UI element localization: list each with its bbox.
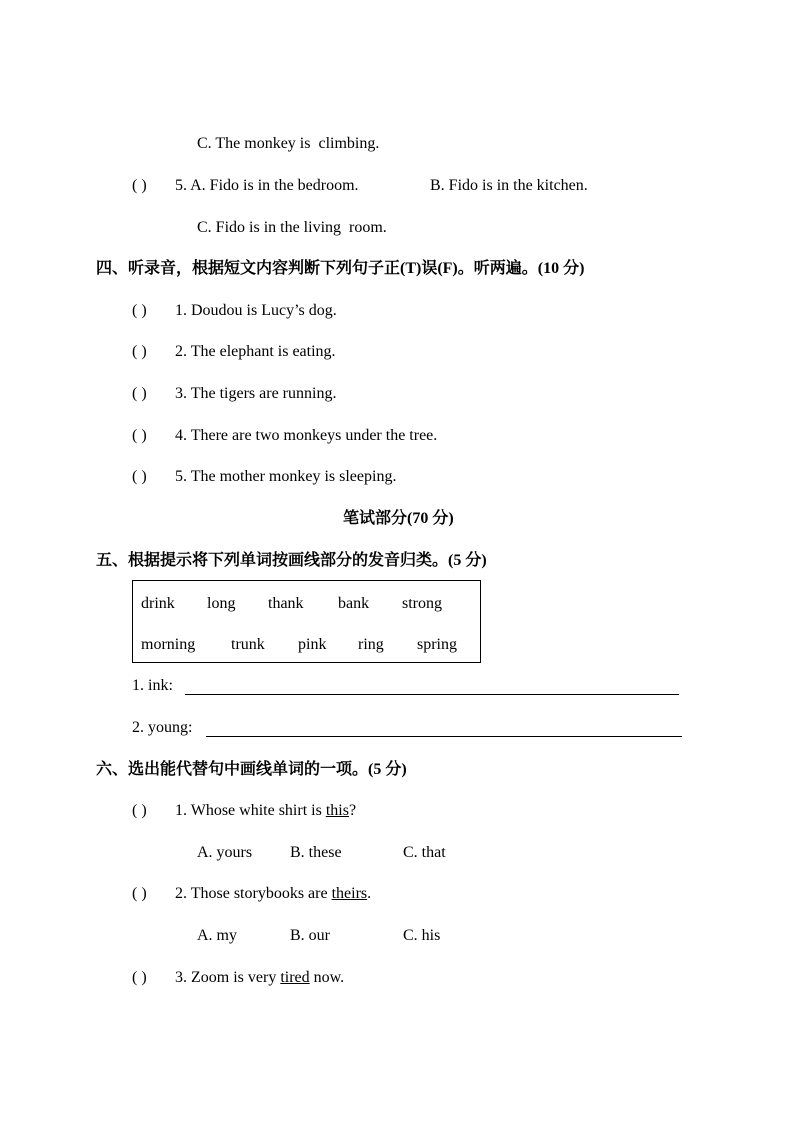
word: bank bbox=[338, 595, 370, 612]
underlined-word: theirs bbox=[331, 885, 368, 902]
section-heading-5: 五、根据提示将下列单词按画线部分的发音归类。(5 分) bbox=[96, 552, 487, 569]
question-end: . bbox=[367, 885, 372, 902]
word: morning bbox=[141, 636, 196, 653]
q1-option-c: C. that bbox=[403, 844, 446, 861]
answer-paren[interactable]: ( ) bbox=[132, 969, 147, 986]
answer-line-1[interactable] bbox=[185, 694, 679, 695]
section-heading-4: 四、听录音，根据短文内容判断下列句子正(T)误(F)。听两遍。(10 分) bbox=[96, 260, 585, 277]
answer-paren[interactable]: ( ) bbox=[132, 385, 147, 402]
question-text: 2. Those storybooks are bbox=[175, 885, 332, 902]
question-end: ? bbox=[348, 802, 357, 819]
word: trunk bbox=[231, 636, 265, 653]
statement-1: 1. Doudou is Lucy’s dog. bbox=[175, 302, 337, 319]
question-1 bbox=[175, 801, 356, 821]
section-heading-6: 六、选出能代替句中画线单词的一项。(5 分) bbox=[96, 761, 407, 778]
q2-option-a: A. my bbox=[197, 927, 237, 944]
word: long bbox=[207, 595, 236, 612]
word: strong bbox=[402, 595, 442, 612]
written-part-title: 笔试部分(70 分) bbox=[343, 510, 454, 527]
q1-option-b: B. these bbox=[290, 844, 342, 861]
answer-paren[interactable]: ( ) bbox=[132, 468, 147, 485]
q2-option-c: C. his bbox=[403, 927, 441, 944]
q1-option-a: A. yours bbox=[197, 844, 253, 861]
underlined-word: this bbox=[325, 802, 349, 819]
q5-option-c: C. Fido is in the living room. bbox=[197, 219, 387, 236]
question-2 bbox=[175, 884, 371, 904]
q5-option-b: B. Fido is in the kitchen. bbox=[430, 177, 588, 194]
answer-paren[interactable]: ( ) bbox=[132, 802, 147, 819]
answer-paren[interactable]: ( ) bbox=[132, 302, 147, 319]
word: spring bbox=[417, 636, 457, 653]
underlined-word: tired bbox=[280, 969, 310, 986]
q5-option-a: 5. A. Fido is in the bedroom. bbox=[175, 177, 359, 194]
word: ring bbox=[358, 636, 384, 653]
statement-2: 2. The elephant is eating. bbox=[175, 343, 336, 360]
question-end: now. bbox=[309, 969, 345, 986]
statement-3: 3. The tigers are running. bbox=[175, 385, 337, 402]
answer-line-2[interactable] bbox=[206, 736, 682, 737]
classify-label-2: 2. young: bbox=[132, 719, 193, 736]
classify-label-1: 1. ink: bbox=[132, 677, 173, 694]
answer-paren[interactable]: ( ) bbox=[132, 885, 147, 902]
answer-paren[interactable]: ( ) bbox=[132, 343, 147, 360]
option-c-q4: C. The monkey is climbing. bbox=[197, 135, 380, 152]
q2-option-b: B. our bbox=[290, 927, 330, 944]
question-text: 1. Whose white shirt is bbox=[175, 802, 326, 819]
statement-4: 4. There are two monkeys under the tree. bbox=[175, 427, 438, 444]
word-box bbox=[132, 580, 481, 663]
question-3 bbox=[175, 968, 344, 988]
answer-paren[interactable]: ( ) bbox=[132, 427, 147, 444]
answer-paren[interactable]: ( ) bbox=[132, 177, 147, 194]
word: thank bbox=[268, 595, 304, 612]
statement-5: 5. The mother monkey is sleeping. bbox=[175, 468, 397, 485]
word: pink bbox=[298, 636, 327, 653]
question-text: 3. Zoom is very bbox=[175, 969, 281, 986]
word: drink bbox=[141, 595, 175, 612]
